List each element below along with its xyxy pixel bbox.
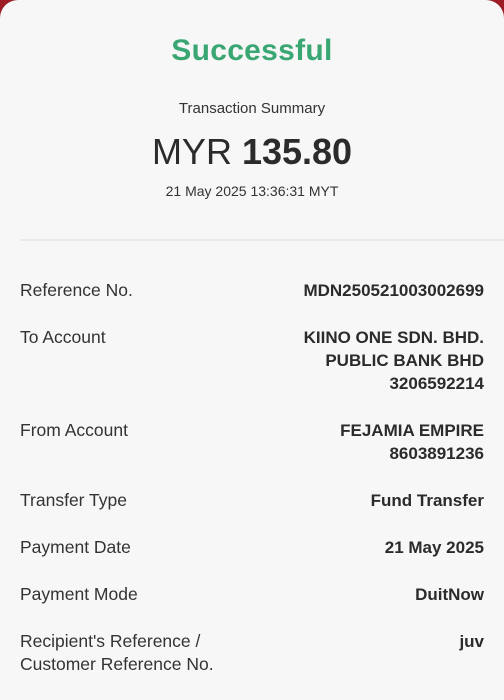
payment-mode-label: Payment Mode <box>20 584 138 604</box>
detail-row-reference <box>20 279 484 302</box>
to-account-value <box>304 326 484 395</box>
detail-row-transfer-type <box>20 489 484 512</box>
to-account-bank: PUBLIC BANK BHD <box>325 351 484 370</box>
recipient-reference-label-line1: Recipient's Reference / <box>20 631 201 651</box>
detail-row-payment-date <box>20 536 484 559</box>
transfer-type-label: Transfer Type <box>20 490 127 510</box>
from-account-number: 8603891236 <box>389 444 484 463</box>
recipient-reference-label <box>20 630 214 676</box>
payment-date-value: 21 May 2025 <box>384 538 484 557</box>
summary-label: Transaction Summary <box>178 100 326 117</box>
detail-row-recipient-reference <box>20 630 484 676</box>
reference-label: Reference No. <box>20 280 133 300</box>
from-account-name: FEJAMIA EMPIRE <box>340 421 484 440</box>
payment-mode-value: DuitNow <box>415 585 484 604</box>
transaction-datetime: 21 May 2025 13:36:31 MYT <box>165 183 339 199</box>
transfer-type-value: Fund Transfer <box>370 491 484 510</box>
recipient-reference-value: juv <box>459 632 484 651</box>
from-account-value <box>340 419 484 465</box>
detail-row-payment-mode <box>20 583 484 606</box>
details-list <box>20 279 484 700</box>
amount-value: 135.80 <box>241 131 353 172</box>
transaction-amount <box>0 130 504 174</box>
recipient-reference-label-line2: Customer Reference No. <box>20 654 214 674</box>
divider <box>20 239 504 241</box>
amount-currency: MYR <box>151 131 232 172</box>
status-title: Successful <box>171 34 333 67</box>
detail-row-from-account <box>20 419 484 465</box>
payment-date-label: Payment Date <box>20 537 131 557</box>
detail-row-to-account <box>20 326 484 395</box>
to-account-number: 3206592214 <box>389 374 484 393</box>
from-account-label: From Account <box>20 420 128 440</box>
reference-value: MDN250521003002699 <box>303 281 484 300</box>
to-account-name: KIINO ONE SDN. BHD. <box>303 328 484 347</box>
to-account-label: To Account <box>20 327 106 347</box>
